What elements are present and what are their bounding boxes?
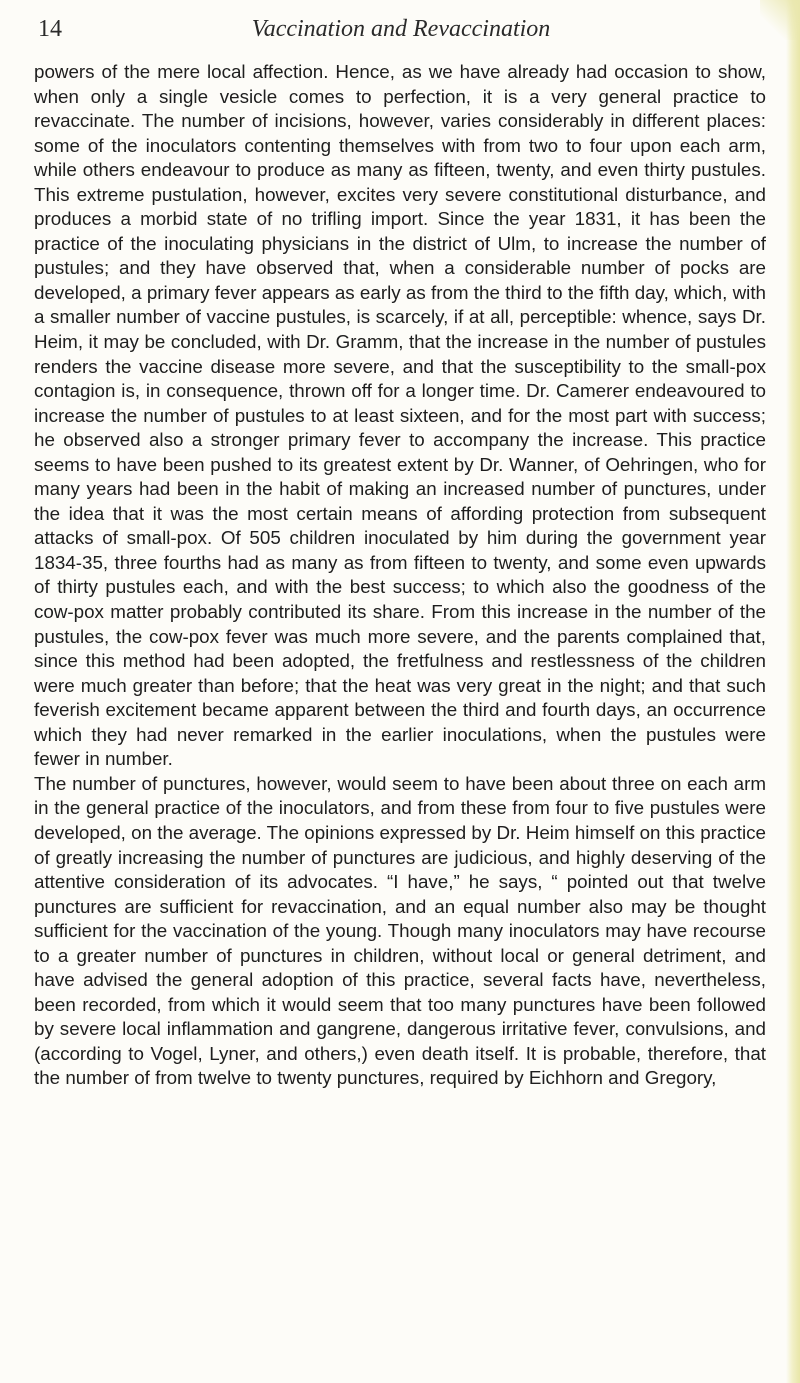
running-title: Vaccination and Revaccination <box>251 16 551 42</box>
body-text <box>34 60 766 1091</box>
paragraph-2: The number of punctures, however, would seem to have been about three on each arm in the general practice of the inoculators, and from these from four to five pustules were developed, on the average. The opinions expressed by Dr. Heim himself on this practice of greatly increasing the number of punctures are judicious, and highly deserving of the attentive consideration of its advocates. “I have,” he says, “ pointed out that twelve punctures are sufficient for revaccination, and an equal number also may be thought sufficient for the vaccination of the young. Though many inoculators may have recourse to a greater number of punctures in children, without local or general detriment, and have advised the general adoption of this practice, several facts have, nevertheless, been recorded, from which it would seem that too many punctures have been followed by severe local inflammation and gangrene, dangerous irritative fever, convulsions, and (according to Vogel, Lyner, and others,) even death itself. It is probable, therefore, that the number of from twelve to twenty punctures, required by Eichhorn and Gregory, <box>34 772 766 1089</box>
page-number: 14 <box>38 16 62 42</box>
paragraph-1: powers of the mere local affection. Hence, as we have already had occasion to show, when only a single vesicle comes to perfection, it is a very general practice to revaccinate. The number of incisions, however, varies considerably in different places: some of the inoculators contenting themselves with from two to four upon each arm, while others endeavour to produce as many as fifteen, twenty, and even thirty pustules. This extreme pustulation, however, excites very severe constitutional disturbance, and produces a morbid state of no trifling import. Since the year 1831, it has been the practice of the inoculating physicians in the district of Ulm, to increase the number of pustules; and they have observed that, when a considerable number of pocks are developed, a primary fever appears as early as from the third to the fifth day, which, with a smaller number of vaccine pustules, is scarcely, if at all, perceptible: whence, says Dr. Heim, it may be concluded, with Dr. Gramm, that the increase in the number of pustules renders the vaccine disease more severe, and that the susceptibility to the small-pox contagion is, in consequence, thrown off for a longer time. Dr. Camerer endeavoured to increase the number of pustules to at least sixteen, and for the most part with success; he observed also a stronger primary fever to accompany the increase. This practice seems to have been pushed to its greatest extent by Dr. Wanner, of Oehringen, who for many years had been in the habit of making an increased number of punctures, under the idea that it was the most certain means of affording protection from subsequent attacks of small-pox. Of 505 children inoculated by him during the government year 1834-35, three fourths had as many as from fifteen to twenty, and some even upwards of thirty pustules each, and with the best success; to which also the goodness of the cow-pox matter probably contributed its share. From this increase in the number of the pustules, the cow-pox fever was much more severe, and the parents complained that, since this method had been adopted, the fretfulness and restlessness of the children were much greater than before; that the heat was very great in the night; and that such feverish excitement became apparent between the third and fourth days, an occurrence which they had never remarked in the earlier inoculations, when the pustules were fewer in number. <box>34 61 766 770</box>
running-head <box>38 14 764 54</box>
page-edge <box>786 0 800 1383</box>
page-corner-stain <box>760 0 800 40</box>
